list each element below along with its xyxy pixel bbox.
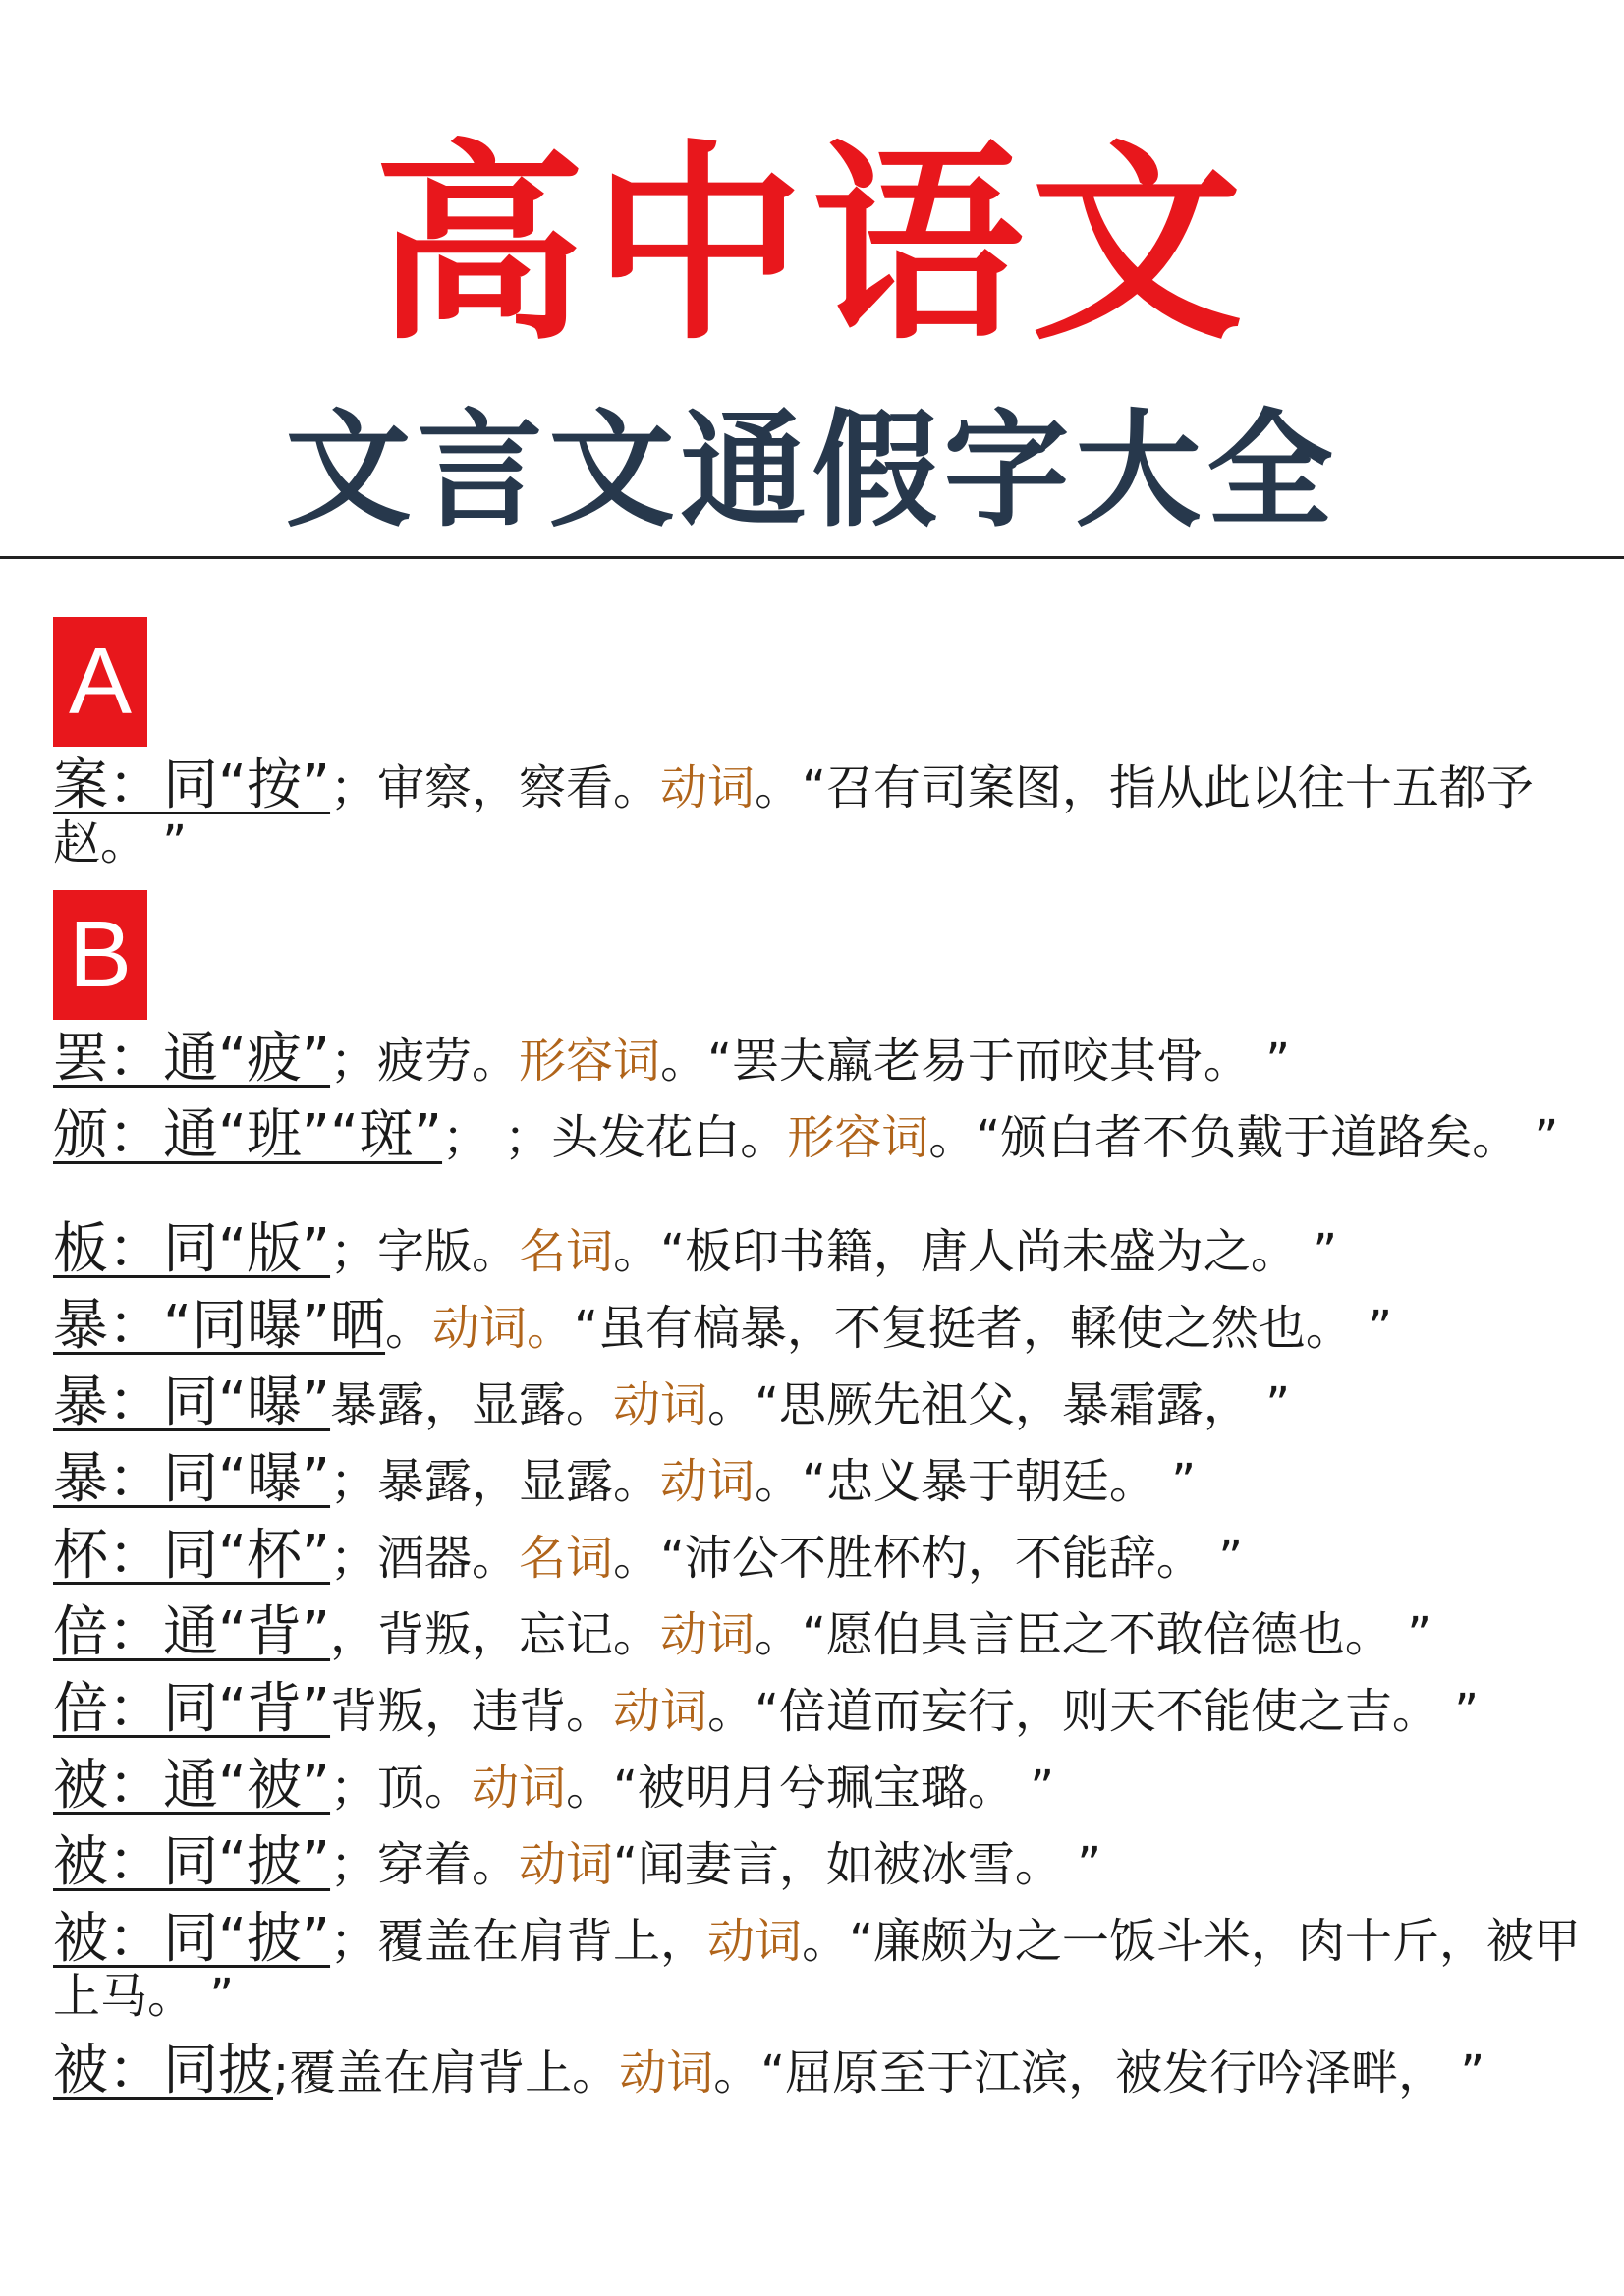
entry-item: [53, 1027, 1586, 1091]
entry-headword: 被：同披: [53, 2039, 273, 2102]
entry-item: [53, 1103, 1586, 1167]
entry-headword: 倍：通“背”: [53, 1600, 331, 1664]
entry-item: [53, 1217, 1586, 1281]
entry-definition: 背叛，违背。: [330, 1684, 614, 1739]
entry-part-of-speech: 动词: [619, 2045, 714, 2100]
entry-definition: ；疲劳。: [330, 1034, 520, 1089]
entry-example: 。“廉颇为之一饭斗米，肉十斤，被甲上马。 ”: [53, 1914, 1581, 2024]
entry-part-of-speech: 动词: [660, 1607, 756, 1662]
entry-part-of-speech: 动词: [519, 1837, 614, 1892]
entry-headword: 暴：同“曝”: [53, 1371, 331, 1434]
entry-definition: 暴露，显露。: [330, 1377, 614, 1432]
entry-part-of-speech: 形容词: [787, 1110, 929, 1165]
entry-part-of-speech: 名词: [519, 1531, 614, 1586]
entry-headword: 杯：同“杯”: [53, 1524, 331, 1588]
entry-item: [53, 1677, 1586, 1741]
entry-example: 。“忠义暴于朝廷。 ”: [755, 1454, 1197, 1509]
title-divider: [0, 556, 1624, 559]
entry-example: 。“倍道而妄行，则天不能使之吉。 ”: [707, 1684, 1480, 1739]
entry-definition: ；字版。: [330, 1224, 520, 1279]
entry-example: 。“召有司案图，指从此以往十五都予赵。 ”: [53, 760, 1534, 870]
entry-item: [53, 1294, 1586, 1358]
entry-item: [53, 1447, 1586, 1511]
entry-headword: 暴：同“曝”: [53, 1447, 331, 1511]
entry-item: [53, 1371, 1586, 1434]
entry-headword: 板：同“版”: [53, 1217, 331, 1281]
spacer: [53, 1185, 1586, 1210]
entry-part-of-speech: 名词: [519, 1224, 614, 1279]
entry-definition: ；酒器。: [330, 1531, 520, 1586]
entry-part-of-speech: 动词: [707, 1914, 803, 1969]
entry-part-of-speech: 动词: [613, 1684, 708, 1739]
entry-example: 。“被明月兮珮宝璐。 ”: [566, 1761, 1055, 1816]
entry-definition: ；暴露，显露。: [330, 1454, 661, 1509]
entry-headword: 颁：通“班”“斑”: [53, 1103, 443, 1167]
entry-part-of-speech: 动词。: [432, 1301, 575, 1356]
entry-headword: 案：同“按”: [53, 754, 331, 817]
page-title: 高中语文: [373, 122, 1251, 368]
entry-item: [53, 1600, 1586, 1664]
entry-item: [53, 754, 1586, 870]
entry-example: 。“沛公不胜杯杓，不能辞。 ”: [613, 1531, 1244, 1586]
entry-example: 。“思厥先祖父，暴霜露， ”: [707, 1377, 1291, 1432]
entry-item: [53, 1524, 1586, 1588]
entry-definition: 。: [385, 1301, 433, 1356]
entry-definition: ；覆盖在肩背上，: [330, 1914, 708, 1969]
entry-example: 。“板印书籍，唐人尚未盛为之。 ”: [613, 1224, 1338, 1279]
entry-definition: ;覆盖在肩背上。: [273, 2045, 620, 2100]
entry-example: 。“罢夫羸老易于而咬其骨。 ”: [660, 1034, 1291, 1089]
entry-example: 。“愿伯具言臣之不敢倍德也。 ”: [755, 1607, 1432, 1662]
entry-part-of-speech: 形容词: [519, 1034, 661, 1089]
entry-definition: ； ；头发花白。: [442, 1110, 788, 1165]
entry-headword: 被：通“被”: [53, 1754, 331, 1818]
entry-headword: 倍：同“背”: [53, 1677, 331, 1741]
section-letter-b: B: [53, 890, 147, 1020]
entry-part-of-speech: 动词: [472, 1761, 567, 1816]
entry-item: [53, 1907, 1586, 2024]
entry-part-of-speech: 动词: [660, 1454, 756, 1509]
entry-headword: 被：同“披”: [53, 1907, 331, 1971]
entry-item: [53, 2039, 1586, 2102]
entry-example: 。“屈原至于江滨，被发行吟泽畔， ”: [713, 2045, 1485, 2100]
entry-item: [53, 1754, 1586, 1818]
entry-part-of-speech: 动词: [660, 760, 756, 815]
section-letter-a: A: [53, 617, 147, 747]
entry-headword: 被：同“披”: [53, 1830, 331, 1894]
entry-part-of-speech: 动词: [613, 1377, 708, 1432]
page-subtitle: 文言文通假字大全: [285, 398, 1339, 544]
entries-content: [53, 617, 1586, 2120]
entry-example: 。“颁白者不负戴于道路矣。 ”: [928, 1110, 1559, 1165]
entry-headword: 暴：“同曝”晒: [53, 1294, 386, 1358]
entry-example: “虽有槁暴，不复挺者，輮使之然也。 ”: [574, 1301, 1393, 1356]
entry-definition: ；审察，察看。: [330, 760, 661, 815]
entry-definition: ；穿着。: [330, 1837, 520, 1892]
entry-definition: ；顶。: [330, 1761, 473, 1816]
entry-definition: ，背叛，忘记。: [330, 1607, 661, 1662]
entry-headword: 罢：通“疲”: [53, 1027, 331, 1091]
entry-example: “闻妻言，如被冰雪。 ”: [613, 1837, 1102, 1892]
entry-item: [53, 1830, 1586, 1894]
